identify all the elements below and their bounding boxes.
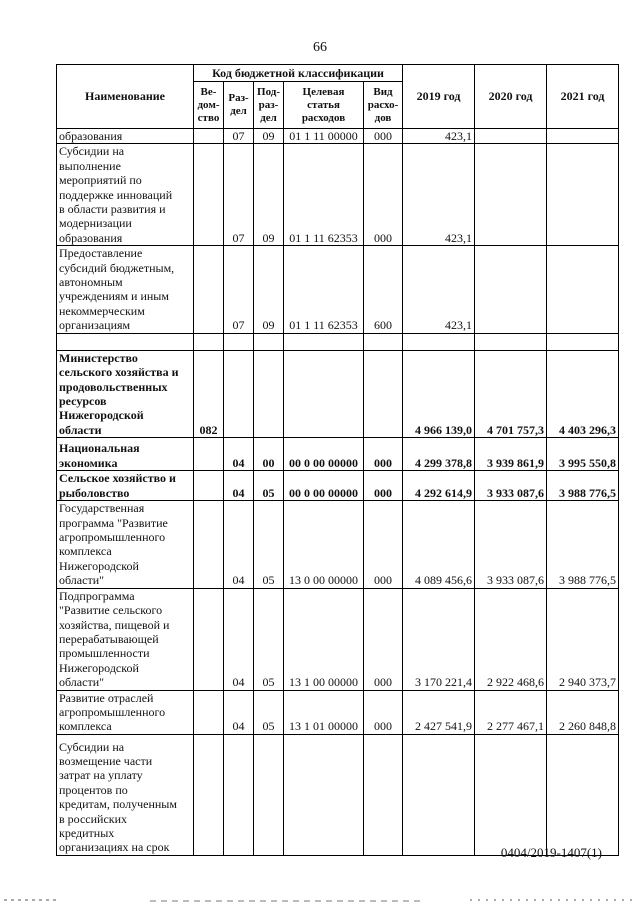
- cell-razdel: 07: [224, 129, 254, 144]
- cell-razdel: 07: [224, 246, 254, 333]
- table-row: [57, 144, 619, 246]
- header-year-2020: 2020 год: [475, 65, 547, 129]
- cell-name: Сельское хозяйство и рыболовство: [57, 471, 194, 501]
- cell-vedomstvo: [194, 471, 224, 501]
- cell-2019: 3 170 221,4: [403, 588, 475, 690]
- cell-2019: 423,1: [403, 144, 475, 246]
- header-year-2021: 2021 год: [547, 65, 619, 129]
- cell-podrazdel: 00: [254, 438, 284, 471]
- cell-2021: 2 940 373,7: [547, 588, 619, 690]
- cell-2019: [403, 734, 475, 855]
- table-row: [57, 471, 619, 501]
- cell-name: образования: [57, 129, 194, 144]
- cell-razdel: 04: [224, 588, 254, 690]
- cell-podrazdel: [254, 333, 284, 350]
- cell-vid-raskhodov: 000: [364, 471, 403, 501]
- cell-2019: 4 299 378,8: [403, 438, 475, 471]
- cell-razdel: 04: [224, 438, 254, 471]
- cell-podrazdel: [254, 734, 284, 855]
- cell-razdel: [224, 350, 254, 437]
- cell-celevaya-statya: 00 0 00 00000: [284, 438, 364, 471]
- cell-celevaya-statya: 13 0 00 00000: [284, 501, 364, 588]
- cell-podrazdel: 05: [254, 690, 284, 734]
- budget-table: [56, 64, 619, 856]
- cell-2020: [475, 333, 547, 350]
- cell-vid-raskhodov: 000: [364, 438, 403, 471]
- cell-2019: 4 966 139,0: [403, 350, 475, 437]
- cell-vedomstvo: 082: [194, 350, 224, 437]
- header-name: Наименование: [57, 65, 194, 129]
- cell-celevaya-statya: 13 1 01 00000: [284, 690, 364, 734]
- document-code: 0404/2019-1407(1): [500, 845, 602, 860]
- cell-vid-raskhodov: 000: [364, 501, 403, 588]
- cell-razdel: 07: [224, 144, 254, 246]
- cell-celevaya-statya: [284, 350, 364, 437]
- cell-vedomstvo: [194, 690, 224, 734]
- page-number: 66: [313, 40, 327, 55]
- header-celevaya-statya: Целевая статья расходов: [284, 82, 364, 129]
- cell-2019: 423,1: [403, 129, 475, 144]
- cell-2020: [475, 246, 547, 333]
- header-budget-code-group: Код бюджетной классификации: [194, 65, 403, 82]
- cell-name: Государственная программа "Развитие агропромышленного комплекса Нижегородской области": [57, 501, 194, 588]
- cell-2020: 3 933 087,6: [475, 501, 547, 588]
- cell-name: Министерство сельского хозяйства и продовольственных ресурсов Нижегородской области: [57, 350, 194, 437]
- header-razdel: Раз- дел: [224, 82, 254, 129]
- cell-podrazdel: 09: [254, 129, 284, 144]
- cell-razdel: [224, 734, 254, 855]
- cell-2020: 2 922 468,6: [475, 588, 547, 690]
- cell-celevaya-statya: 01 1 11 00000: [284, 129, 364, 144]
- cell-2021: 3 988 776,5: [547, 501, 619, 588]
- cell-celevaya-statya: 13 1 00 00000: [284, 588, 364, 690]
- cell-vid-raskhodov: [364, 350, 403, 437]
- cell-name: Национальная экономика: [57, 438, 194, 471]
- cell-2020: [475, 129, 547, 144]
- cell-2021: [547, 333, 619, 350]
- cell-2021: 3 995 550,8: [547, 438, 619, 471]
- cell-vedomstvo: [194, 438, 224, 471]
- cell-vedomstvo: [194, 588, 224, 690]
- cell-2021: [547, 144, 619, 246]
- cell-podrazdel: 05: [254, 471, 284, 501]
- cell-2021: [547, 734, 619, 855]
- cell-2020: 3 939 861,9: [475, 438, 547, 471]
- cell-name: [57, 333, 194, 350]
- cell-2019: [403, 333, 475, 350]
- table-row: [57, 129, 619, 144]
- cell-2021: [547, 246, 619, 333]
- cell-2021: 2 260 848,8: [547, 690, 619, 734]
- cell-podrazdel: 05: [254, 588, 284, 690]
- header-vid-raskhodov: Вид расхо- дов: [364, 82, 403, 129]
- cell-vid-raskhodov: 000: [364, 588, 403, 690]
- cell-celevaya-statya: 01 1 11 62353: [284, 246, 364, 333]
- cell-2020: 4 701 757,3: [475, 350, 547, 437]
- cell-razdel: 04: [224, 471, 254, 501]
- cell-razdel: 04: [224, 690, 254, 734]
- cell-vedomstvo: [194, 246, 224, 333]
- cell-2019: 423,1: [403, 246, 475, 333]
- header-year-2019: 2019 год: [403, 65, 475, 129]
- cell-name: Субсидии на возмещение части затрат на уплату процентов по кредитам, полученным в российских кредитных организациях на срок: [57, 734, 194, 855]
- table-body: [57, 129, 619, 856]
- cell-name: Субсидии на выполнение мероприятий по поддержке инноваций в области развития и модернизации образования: [57, 144, 194, 246]
- cell-2021: [547, 129, 619, 144]
- table-row: [57, 690, 619, 734]
- table-row: [57, 246, 619, 333]
- cell-2019: 4 089 456,6: [403, 501, 475, 588]
- cell-vid-raskhodov: 000: [364, 144, 403, 246]
- cell-vedomstvo: [194, 129, 224, 144]
- cell-2020: 2 277 467,1: [475, 690, 547, 734]
- cell-podrazdel: [254, 350, 284, 437]
- cell-2020: [475, 144, 547, 246]
- cell-name: Развитие отраслей агропромышленного комплекса: [57, 690, 194, 734]
- table-row: [57, 734, 619, 855]
- cell-2019: 4 292 614,9: [403, 471, 475, 501]
- cell-vedomstvo: [194, 144, 224, 246]
- cell-2020: [475, 734, 547, 855]
- table-row: [57, 350, 619, 437]
- cell-vid-raskhodov: 000: [364, 129, 403, 144]
- cell-vid-raskhodov: 000: [364, 690, 403, 734]
- cell-razdel: 04: [224, 501, 254, 588]
- table-row: [57, 438, 619, 471]
- header-podrazdel: Под- раз- дел: [254, 82, 284, 129]
- cell-razdel: [224, 333, 254, 350]
- cell-name: Подпрограмма "Развитие сельского хозяйства, пищевой и перерабатывающей промышленности Нижегородской области": [57, 588, 194, 690]
- cell-celevaya-statya: [284, 734, 364, 855]
- cell-podrazdel: 09: [254, 246, 284, 333]
- cell-celevaya-statya: [284, 333, 364, 350]
- cell-2021: 3 988 776,5: [547, 471, 619, 501]
- cell-vid-raskhodov: 600: [364, 246, 403, 333]
- table-row: [57, 501, 619, 588]
- cell-celevaya-statya: 00 0 00 00000: [284, 471, 364, 501]
- cell-podrazdel: 09: [254, 144, 284, 246]
- cell-celevaya-statya: 01 1 11 62353: [284, 144, 364, 246]
- cell-vid-raskhodov: [364, 734, 403, 855]
- table-row: [57, 588, 619, 690]
- cell-vid-raskhodov: [364, 333, 403, 350]
- cell-vedomstvo: [194, 501, 224, 588]
- header-vedomstvo: Ве- дом- ство: [194, 82, 224, 129]
- scan-edge-artifact: [0, 896, 640, 905]
- cell-2019: 2 427 541,9: [403, 690, 475, 734]
- cell-2020: 3 933 087,6: [475, 471, 547, 501]
- cell-vedomstvo: [194, 734, 224, 855]
- table-row: [57, 333, 619, 350]
- cell-podrazdel: 05: [254, 501, 284, 588]
- cell-2021: 4 403 296,3: [547, 350, 619, 437]
- cell-name: Предоставление субсидий бюджетным, автономным учреждениям и иным некоммерческим организациям: [57, 246, 194, 333]
- cell-vedomstvo: [194, 333, 224, 350]
